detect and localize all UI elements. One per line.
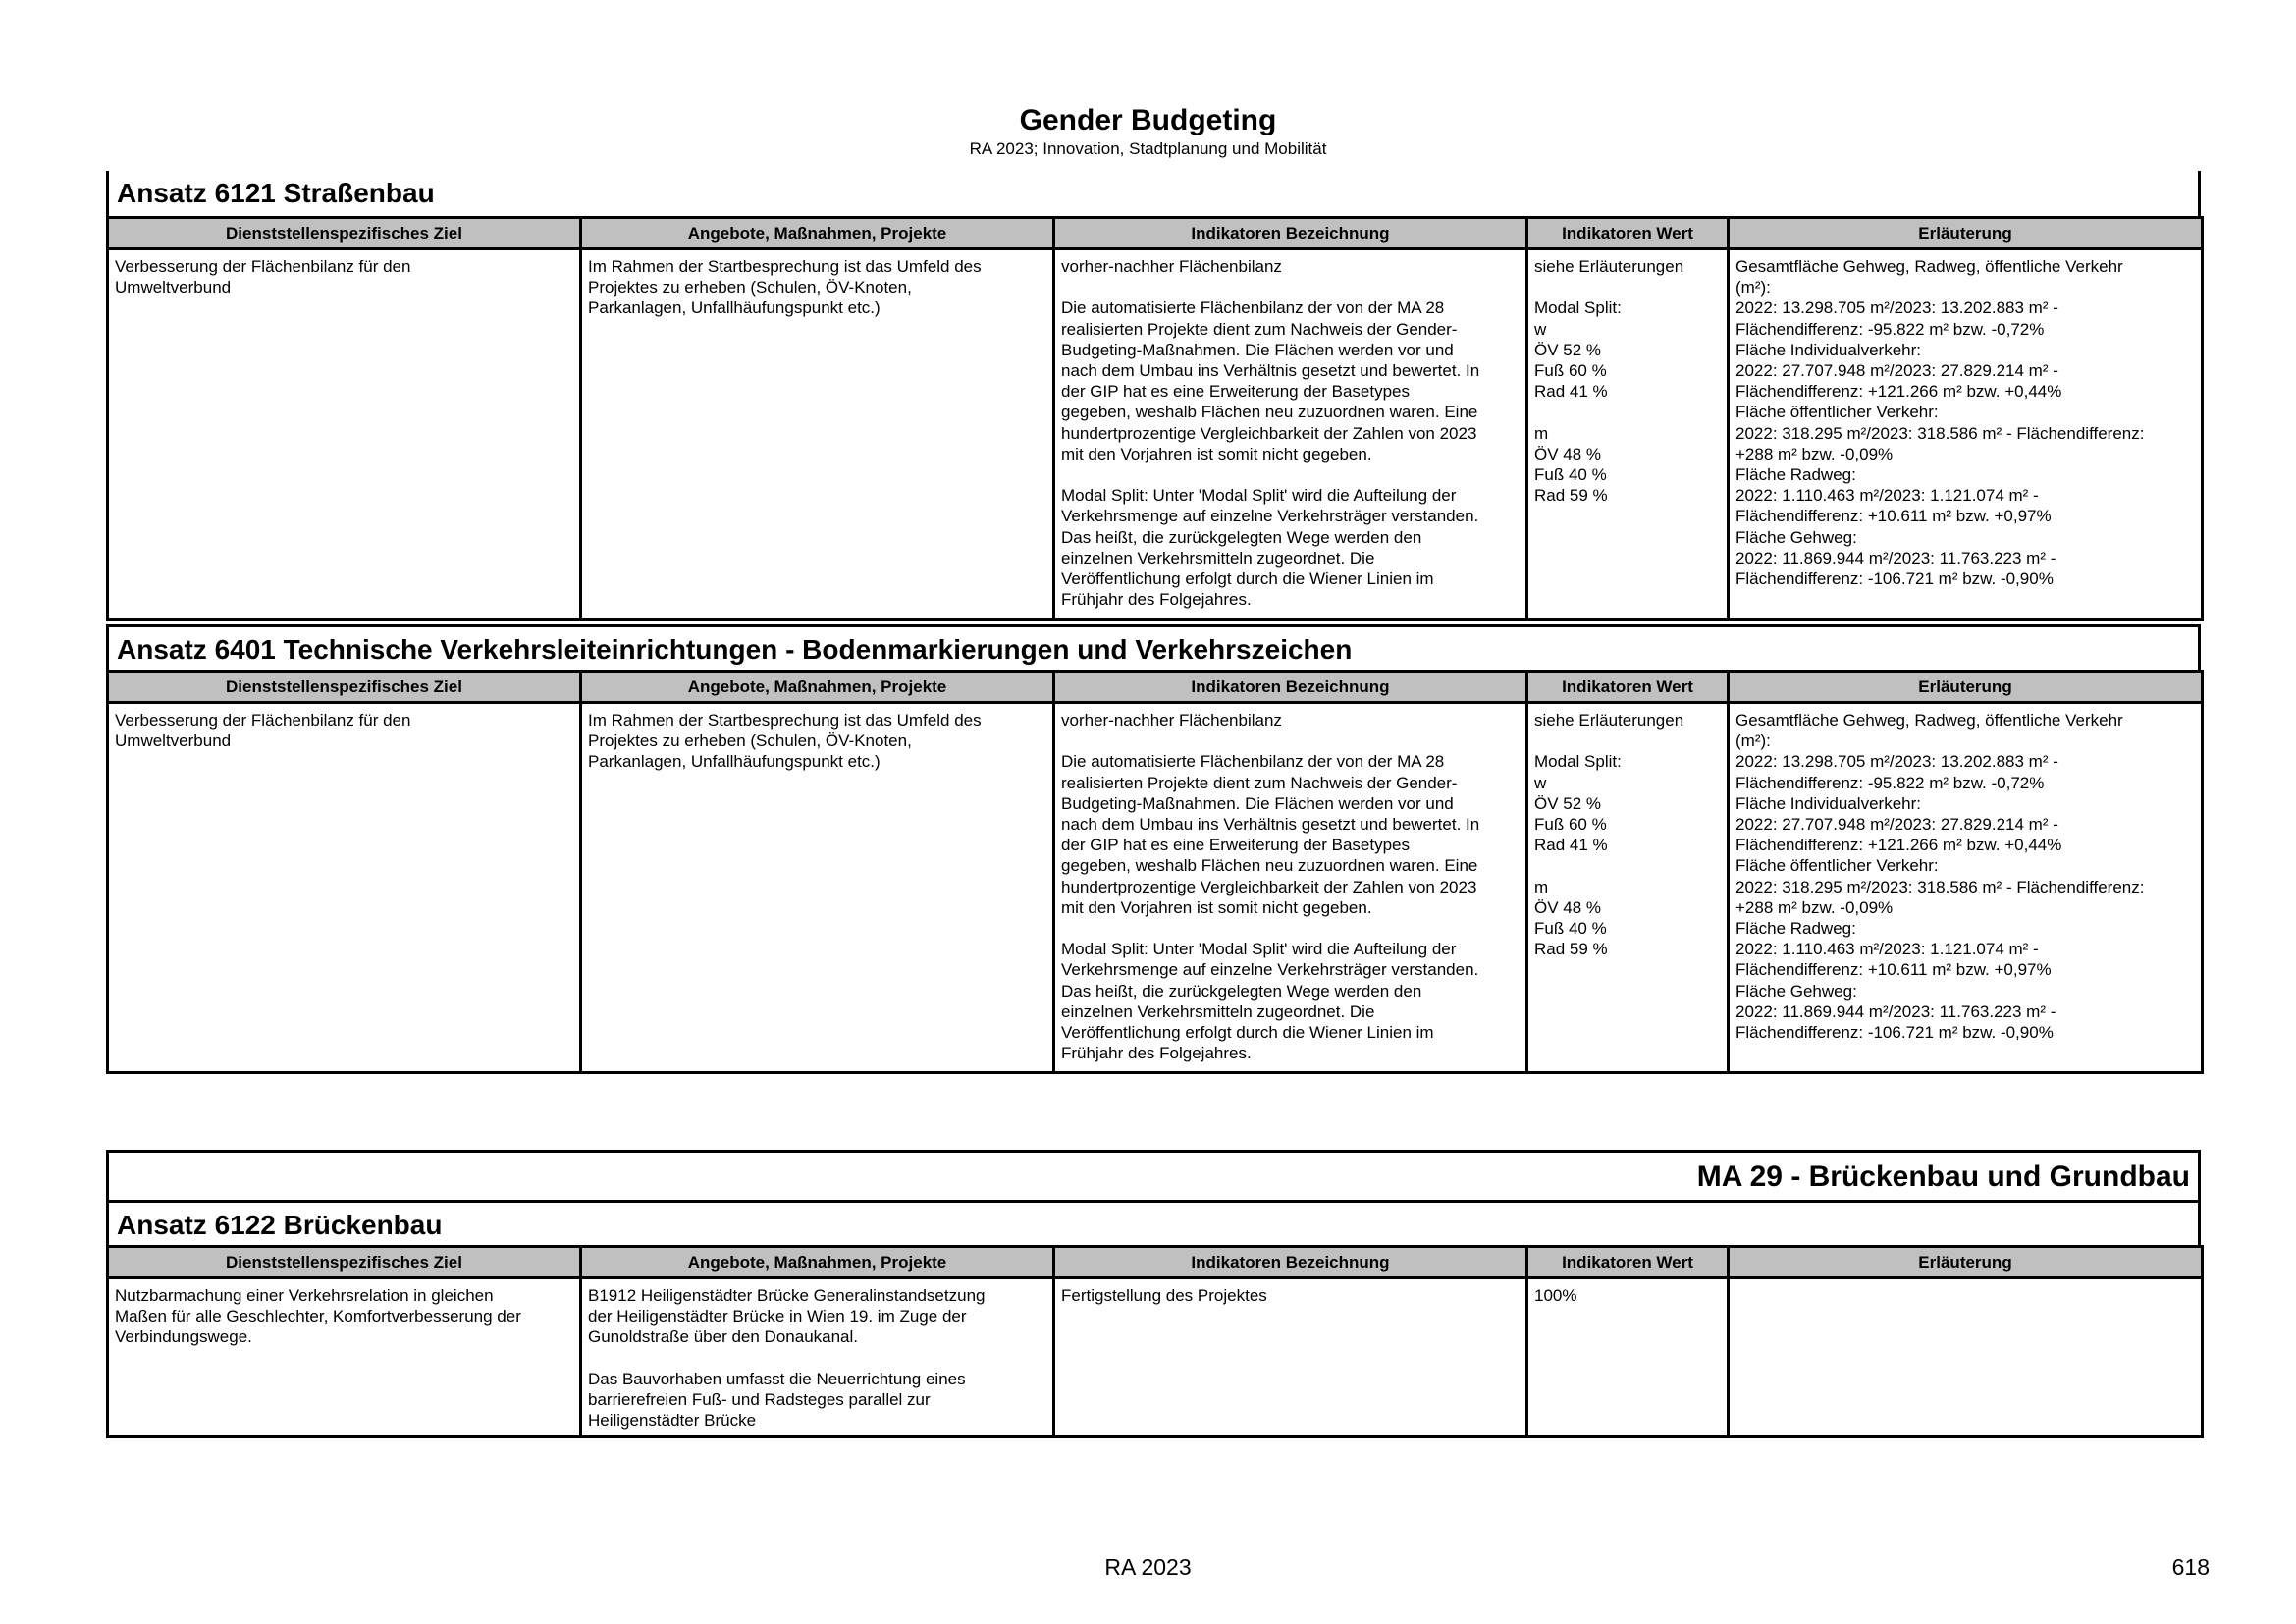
cell-erlaeuterung (1729, 1278, 2203, 1437)
table-row (108, 1278, 2203, 1437)
col-header-massnahmen: Angebote, Maßnahmen, Projekte (581, 672, 1054, 703)
cell-indikator-wert: 100% (1527, 1278, 1729, 1437)
col-header-ziel: Dienststellenspezifisches Ziel (108, 218, 581, 249)
col-header-massnahmen: Angebote, Maßnahmen, Projekte (581, 1247, 1054, 1278)
section-heading: Ansatz 6121 Straßenbau (106, 171, 2201, 216)
cell-massnahmen: Im Rahmen der Startbesprechung ist das Umfeld des Projektes zu erheben (Schulen, ÖV-Knoten, Parkanlagen, Unfallhäufungspunkt etc.) (581, 703, 1054, 1073)
cell-erlaeuterung: Gesamtfläche Gehweg, Radweg, öffentliche Verkehr (m²): 2022: 13.298.705 m²/2023: 13.202.883 m² - Flächendifferenz: -95.822 m² bzw. -0,72% Fläche Individualverkehr: 2022: 27.707.948 m²/2023: 27.829.214 m² - Flächendifferenz: +121.266 m² bzw. +0,44% Fläche öffentlicher Verkehr: 2022: 318.295 m²/2023: 318.586 m² - Flächendifferenz: +288 m² bzw. -0,09% Fläche Radweg: 2022: 1.110.463 m²/2023: 1.121.074 m² - Flächendifferenz: +10.611 m² bzw. +0,97% Fläche Gehweg: 2022: 11.869.944 m²/2023: 11.763.223 m² - Flächendifferenz: -106.721 m² bzw. -0,90% (1729, 703, 2203, 1073)
budget-table (106, 1245, 2204, 1438)
cell-massnahmen: Im Rahmen der Startbesprechung ist das Umfeld des Projektes zu erheben (Schulen, ÖV-Knoten, Parkanlagen, Unfallhäufungspunkt etc.) (581, 249, 1054, 620)
col-header-indikator-wert: Indikatoren Wert (1527, 1247, 1729, 1278)
table-row (108, 703, 2203, 1073)
col-header-massnahmen: Angebote, Maßnahmen, Projekte (581, 218, 1054, 249)
col-header-indikator-wert: Indikatoren Wert (1527, 672, 1729, 703)
document-title: Gender Budgeting (1019, 104, 1277, 136)
table-row (108, 249, 2203, 620)
cell-indikator-bezeichnung: Fertigstellung des Projektes (1054, 1278, 1527, 1437)
cell-indikator-wert: siehe Erläuterungen Modal Split: w ÖV 52 % Fuß 60 % Rad 41 % m ÖV 48 % Fuß 40 % Rad 59 % (1527, 249, 1729, 620)
table-header-row (108, 1247, 2203, 1278)
cell-ziel: Verbesserung der Flächenbilanz für den Umweltverbund (108, 249, 581, 620)
section-ansatz-6121 (106, 171, 2201, 621)
section-heading: Ansatz 6401 Technische Verkehrsleiteinrichtungen - Bodenmarkierungen und Verkehrszeichen (106, 624, 2201, 670)
cell-indikator-bezeichnung: vorher-nachher Flächenbilanz Die automatisierte Flächenbilanz der von der MA 28 realisierten Projekte dient zum Nachweis der Gender- Budgeting-Maßnahmen. Die Flächen werden vor und nach dem Umbau ins Verhältnis gesetzt und bewertet. In der GIP hat es eine Erweiterung der Basetypes gegeben, weshalb Flächen neu zuzuordnen waren. Eine hundertprozentige Vergleichbarkeit der Zahlen von 2023 mit den Vorjahren ist somit nicht gegeben. Modal Split: Unter 'Modal Split' wird die Aufteilung der Verkehrsmenge auf einzelne Verkehrsträger verstanden. Das heißt, die zurückgelegten Wege werden den einzelnen Verkehrsmitteln zugeordnet. Die Veröffentlichung erfolgt durch die Wiener Linien im Frühjahr des Folgejahres. (1054, 703, 1527, 1073)
cell-ziel: Verbesserung der Flächenbilanz für den Umweltverbund (108, 703, 581, 1073)
budget-table (106, 216, 2204, 621)
col-header-erlaeuterung: Erläuterung (1729, 1247, 2203, 1278)
section-ma29 (106, 1150, 2201, 1438)
budget-table (106, 670, 2204, 1074)
col-header-indikator-wert: Indikatoren Wert (1527, 218, 1729, 249)
table-header-row (108, 218, 2203, 249)
department-heading: MA 29 - Brückenbau und Grundbau (106, 1150, 2201, 1200)
section-ansatz-6401 (106, 624, 2201, 1074)
col-header-indikator-bezeichnung: Indikatoren Bezeichnung (1054, 218, 1527, 249)
col-header-indikator-bezeichnung: Indikatoren Bezeichnung (1054, 1247, 1527, 1278)
col-header-indikator-bezeichnung: Indikatoren Bezeichnung (1054, 672, 1527, 703)
cell-indikator-wert: siehe Erläuterungen Modal Split: w ÖV 52 % Fuß 60 % Rad 41 % m ÖV 48 % Fuß 40 % Rad 59 % (1527, 703, 1729, 1073)
col-header-ziel: Dienststellenspezifisches Ziel (108, 672, 581, 703)
section-heading: Ansatz 6122 Brückenbau (106, 1200, 2201, 1245)
table-header-row (108, 672, 2203, 703)
page-number: 618 (2171, 1554, 2210, 1580)
col-header-erlaeuterung: Erläuterung (1729, 218, 2203, 249)
document-subtitle: RA 2023; Innovation, Stadtplanung und Mobilität (969, 139, 1327, 158)
cell-ziel: Nutzbarmachung einer Verkehrsrelation in gleichen Maßen für alle Geschlechter, Komfortverbesserung der Verbindungswege. (108, 1278, 581, 1437)
cell-erlaeuterung: Gesamtfläche Gehweg, Radweg, öffentliche Verkehr (m²): 2022: 13.298.705 m²/2023: 13.202.883 m² - Flächendifferenz: -95.822 m² bzw. -0,72% Fläche Individualverkehr: 2022: 27.707.948 m²/2023: 27.829.214 m² - Flächendifferenz: +121.266 m² bzw. +0,44% Fläche öffentlicher Verkehr: 2022: 318.295 m²/2023: 318.586 m² - Flächendifferenz: +288 m² bzw. -0,09% Fläche Radweg: 2022: 1.110.463 m²/2023: 1.121.074 m² - Flächendifferenz: +10.611 m² bzw. +0,97% Fläche Gehweg: 2022: 11.869.944 m²/2023: 11.763.223 m² - Flächendifferenz: -106.721 m² bzw. -0,90% (1729, 249, 2203, 620)
cell-indikator-bezeichnung: vorher-nachher Flächenbilanz Die automatisierte Flächenbilanz der von der MA 28 realisierten Projekte dient zum Nachweis der Gender- Budgeting-Maßnahmen. Die Flächen werden vor und nach dem Umbau ins Verhältnis gesetzt und bewertet. In der GIP hat es eine Erweiterung der Basetypes gegeben, weshalb Flächen neu zuzuordnen waren. Eine hundertprozentige Vergleichbarkeit der Zahlen von 2023 mit den Vorjahren ist somit nicht gegeben. Modal Split: Unter 'Modal Split' wird die Aufteilung der Verkehrsmenge auf einzelne Verkehrsträger verstanden. Das heißt, die zurückgelegten Wege werden den einzelnen Verkehrsmitteln zugeordnet. Die Veröffentlichung erfolgt durch die Wiener Linien im Frühjahr des Folgejahres. (1054, 249, 1527, 620)
cell-massnahmen: B1912 Heiligenstädter Brücke Generalinstandsetzung der Heiligenstädter Brücke in Wien 19. im Zuge der Gunoldstraße über den Donaukanal. Das Bauvorhaben umfasst die Neuerrichtung eines barrierefreien Fuß- und Radsteges parallel zur Heiligenstädter Brücke (581, 1278, 1054, 1437)
footer-report-label: RA 2023 (1104, 1554, 1192, 1580)
col-header-erlaeuterung: Erläuterung (1729, 672, 2203, 703)
col-header-ziel: Dienststellenspezifisches Ziel (108, 1247, 581, 1278)
